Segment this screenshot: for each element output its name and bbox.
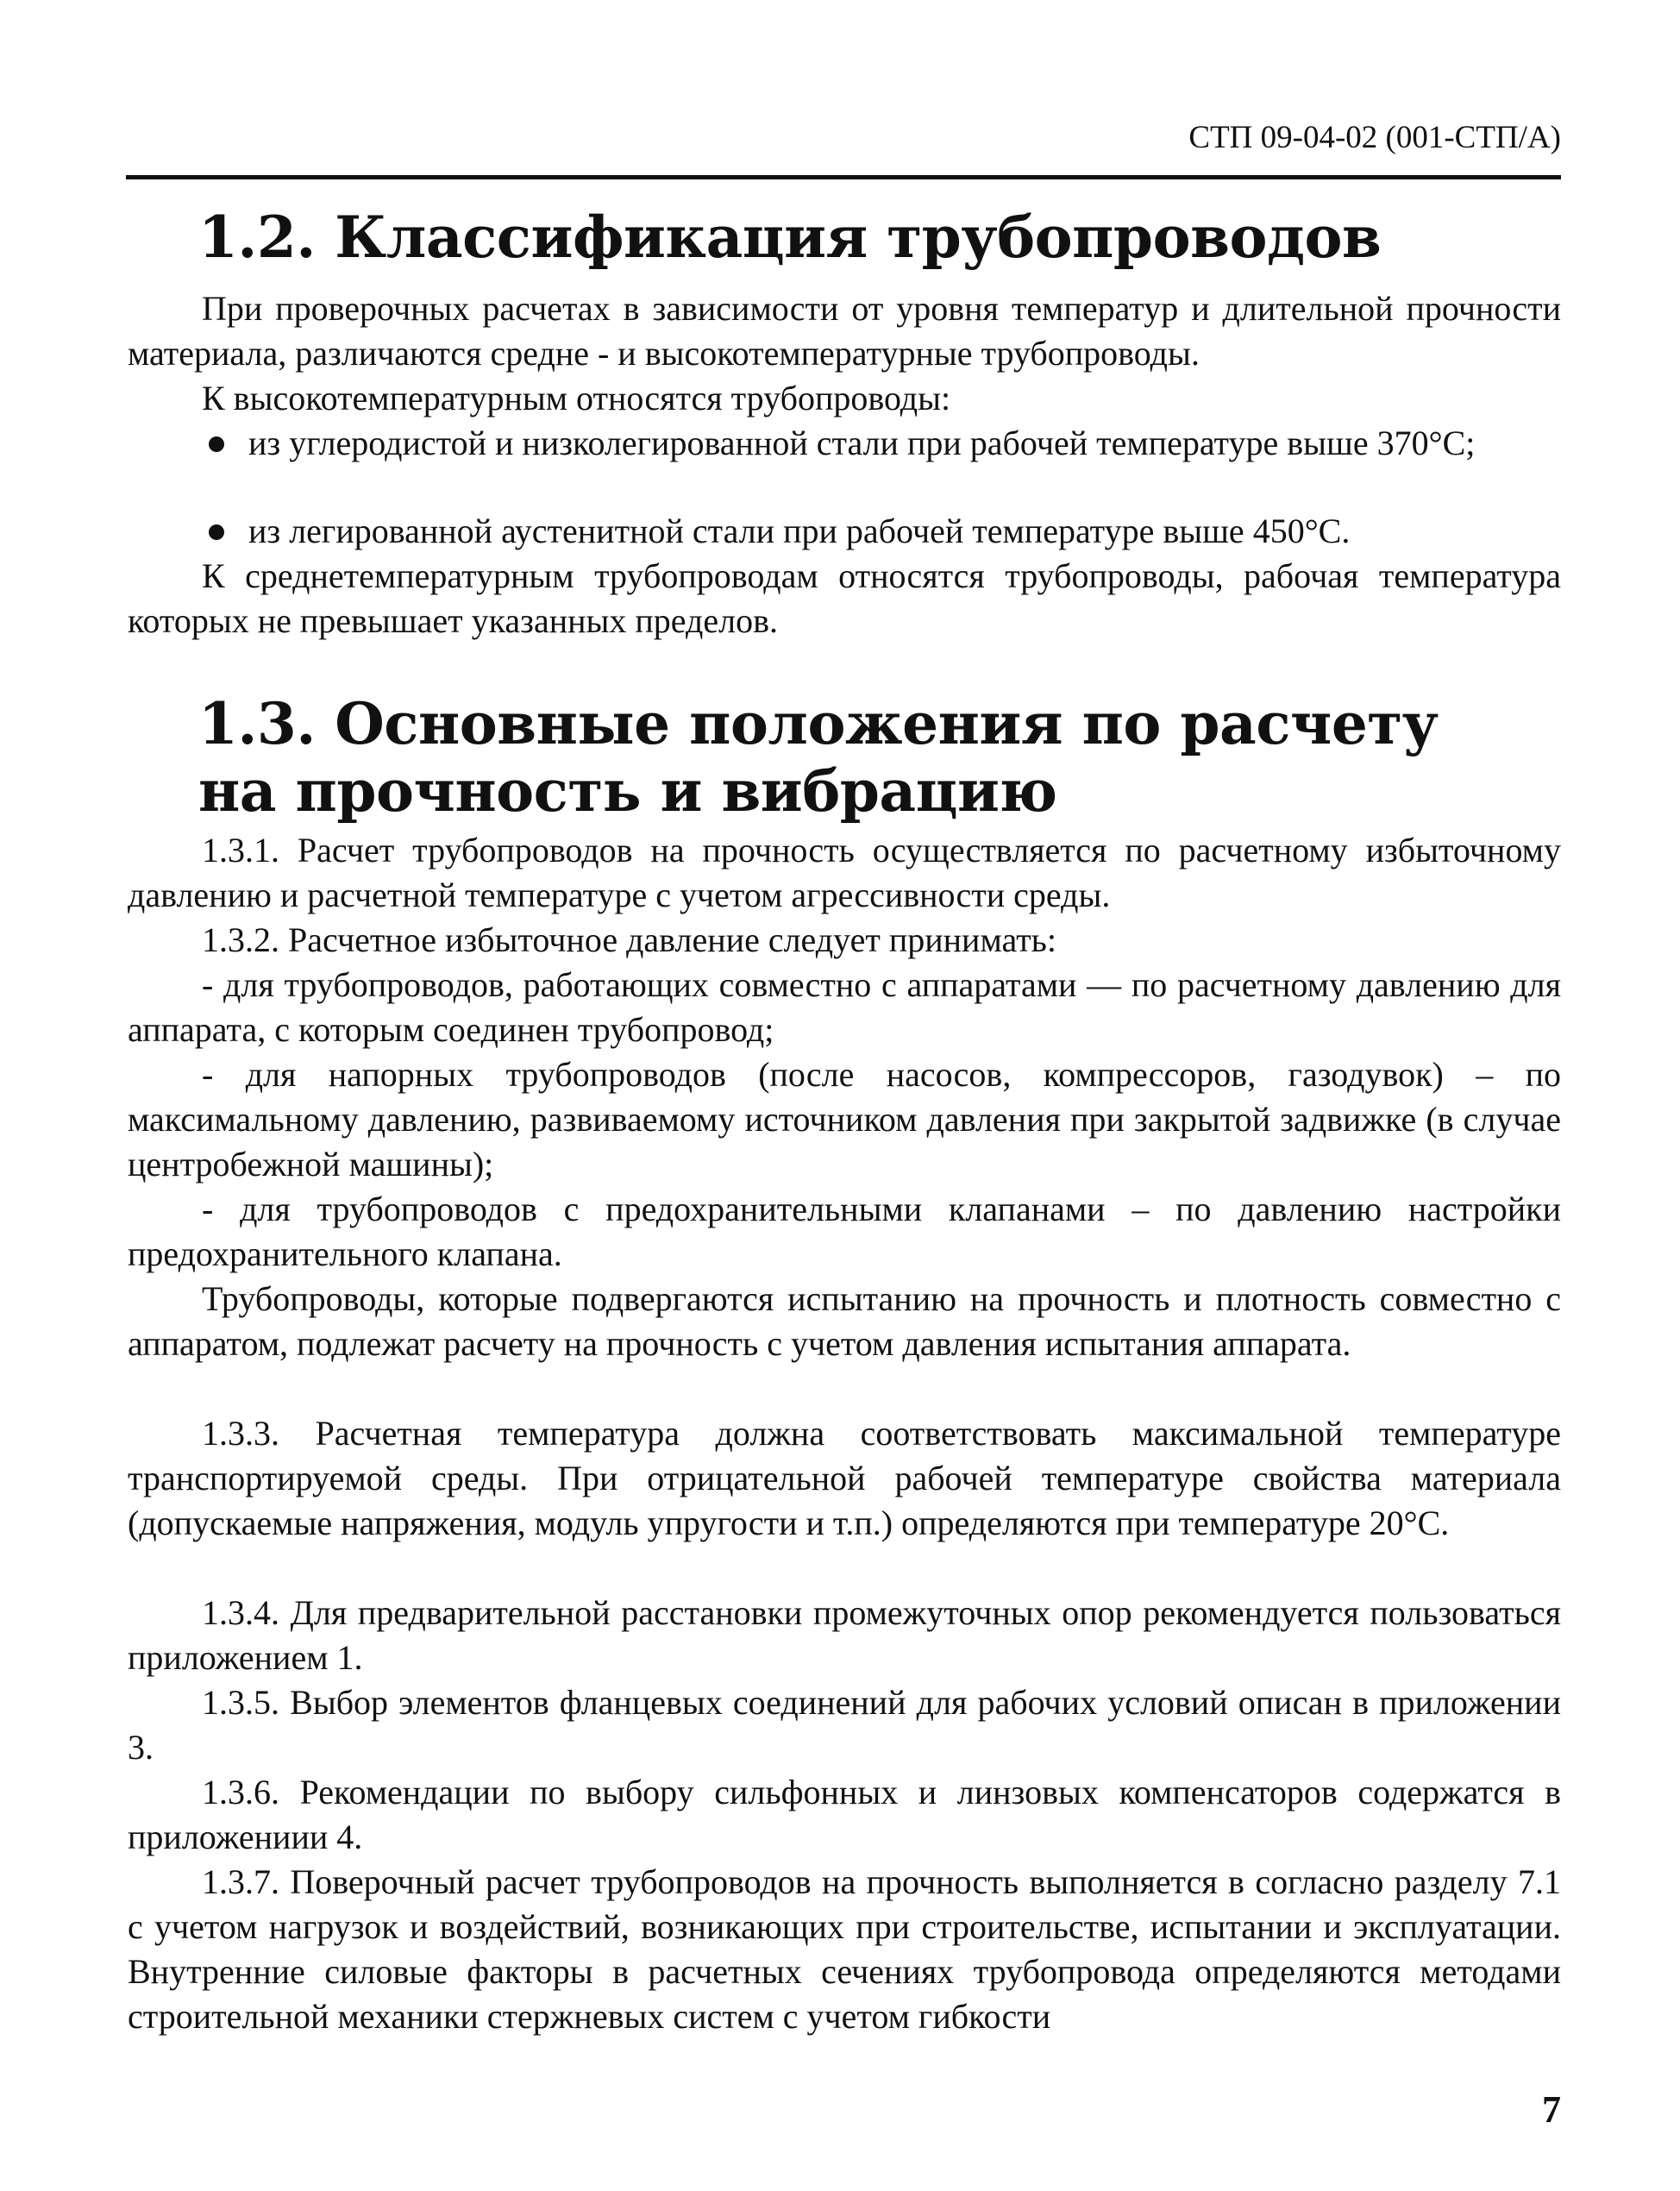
- paragraph-1-3-2: 1.3.2. Расчетное избыточное давление следует принимать:: [202, 920, 1057, 959]
- paragraph-1-3-1: 1.3.1. Расчет трубопроводов на прочность осуществляется по расчетному избыточному давлению и расчетной температуре с учетом агрессивности среды.: [128, 831, 1561, 914]
- section-1-2-paragraph-3: К среднетемпературным трубопроводам относятся трубопроводы, рабочая температура которых не превышает указанных пределов.: [128, 556, 1561, 640]
- bullet-dot-icon: [209, 436, 224, 452]
- bullet-text: из легированной аустенитной стали при рабочей температуре выше 450°С.: [248, 512, 1351, 550]
- document-code-header: СТП 09-04-02 (001-СТП/А): [1188, 120, 1561, 155]
- paragraph-testing: Трубопроводы, которые подвергаются испытанию на прочность и плотность совместно с аппаратом, подлежат расчету на прочность с учетом давления испытания аппарата.: [128, 1279, 1561, 1363]
- list-item-apparatus: - для трубопроводов, работающих совместно с аппаратами — по расчетному давлению для аппарата, с которым соединен трубопровод;: [128, 965, 1561, 1049]
- bullet-item: [128, 509, 1561, 554]
- paragraph-1-3-3: 1.3.3. Расчетная температура должна соответствовать максимальной температуре транспортируемой среды. При отрицательной рабочей температуре свойства материала (допускаемые напряжения, модуль упругости и т.п.) определяются при температуре 20°С.: [128, 1414, 1561, 1542]
- bullet-text: из углеродистой и низколегированной стали при рабочей температуре выше 370°С;: [248, 424, 1476, 462]
- paragraph-1-3-6: 1.3.6. Рекомендации по выбору сильфонных и линзовых компенсаторов содержатся в приложениии 4.: [128, 1773, 1561, 1856]
- list-item-pressure-lines: - для напорных трубопроводов (после насосов, компрессоров, газодувок) – по максимальному давлению, развиваемому источником давления при закрытой задвижке (в случае центробежной машины);: [128, 1055, 1561, 1183]
- section-1-3-title: [198, 690, 1438, 825]
- page-number: 7: [1542, 2088, 1561, 2131]
- section-1-2-paragraph-1: При проверочных расчетах в зависимости от уровня температур и длительной прочности материала, различаются средне - и высокотемпературные трубопроводы.: [128, 289, 1561, 373]
- bullet-item: [128, 421, 1561, 511]
- paragraph-1-3-5: 1.3.5. Выбор элементов фланцевых соединений для рабочих условий описан в приложении 3.: [128, 1683, 1561, 1767]
- section-1-3-title-line-1: 1.3. Основные положения по расчету: [198, 690, 1439, 757]
- list-item-safety-valves: - для трубопроводов с предохранительными клапанами – по давлению настройки предохранительного клапана.: [128, 1190, 1561, 1273]
- section-1-3-title-line-2: на прочность и вибрацию: [198, 757, 1057, 825]
- paragraph-1-3-7: 1.3.7. Поверочный расчет трубопроводов на прочность выполняется в согласно разделу 7.1 с учетом нагрузок и воздействий, возникающих при строительстве, испытании и эксплуатации. Внутренние силовые факторы в расчетных сечениях трубопровода определяются методами строительной механики стержневых систем с учетом гибкости: [128, 1862, 1561, 2036]
- bullet-dot-icon: [209, 524, 224, 540]
- header-rule: [126, 175, 1561, 179]
- section-1-2-title: 1.2. Классификация трубопроводов: [198, 204, 1382, 271]
- paragraph-1-3-4: 1.3.4. Для предварительной расстановки промежуточных опор рекомендуется пользоваться приложением 1.: [128, 1593, 1561, 1677]
- section-1-2-paragraph-2: К высокотемпературным относятся трубопроводы:: [202, 379, 951, 417]
